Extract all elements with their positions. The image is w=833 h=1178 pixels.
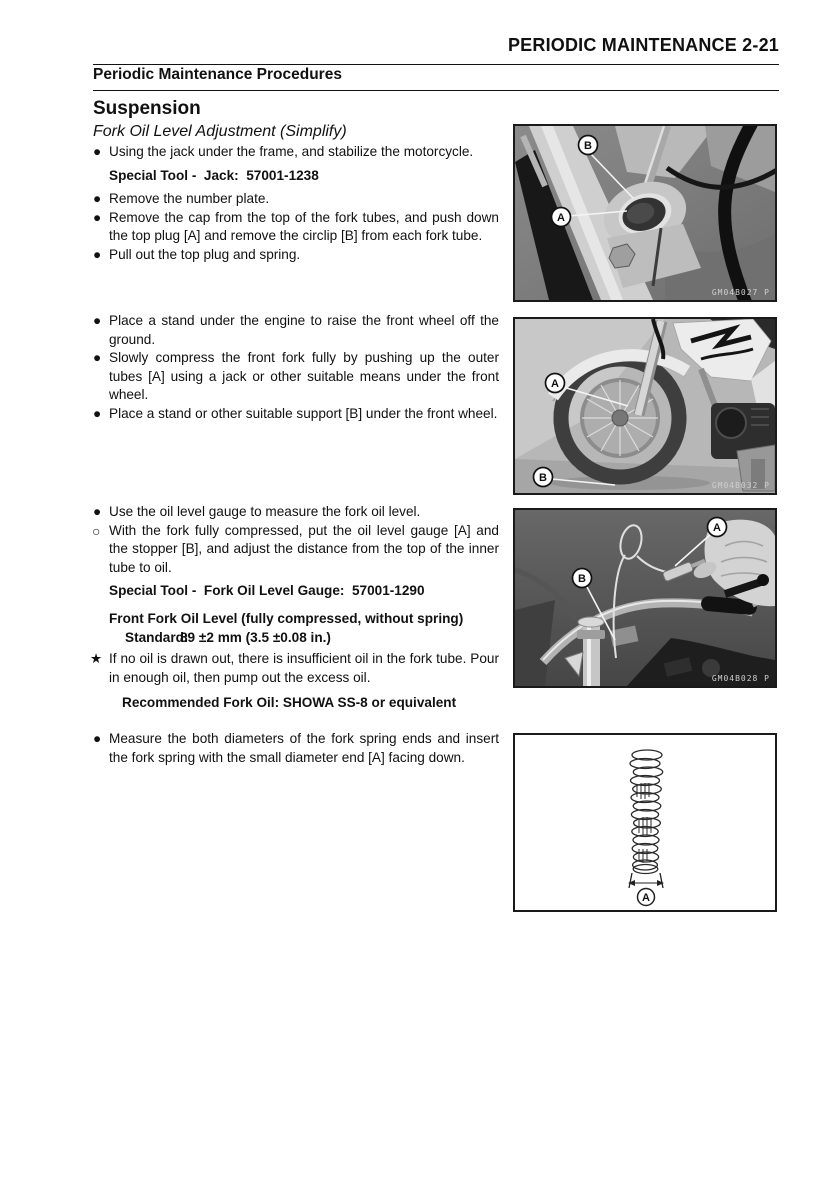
oil-level-gauge-photo: [515, 510, 775, 686]
section-header-title: Periodic Maintenance Procedures: [93, 66, 342, 83]
step-text: Use the oil level gauge to measure the fork oil level.: [109, 504, 421, 519]
procedure-group-1: [93, 96, 499, 265]
procedure-step: [93, 349, 499, 405]
procedure-step: [93, 246, 499, 265]
callout-label-b: [534, 468, 553, 487]
note-text: If no oil is drawn out, there is insufficient oil in the fork tube. Pour in enough oil, then pump out the excess oil.: [109, 651, 499, 685]
photo-watermark: GM04B032 P: [711, 481, 770, 490]
callout-label-a: [638, 889, 655, 906]
step-text: Place a stand or other suitable support [B] under the front wheel.: [109, 405, 498, 421]
special-tool-note: Special Tool - Fork Oil Level Gauge: 57001-1290: [109, 583, 425, 599]
bullet-marker: ●: [93, 405, 102, 421]
step-text: Measure the both diameters of the fork spring ends and insert the fork spring with the small diameter end [A] facing down.: [109, 731, 499, 765]
step-text: Using the jack under the frame, and stabilize the motorcycle.: [109, 144, 474, 159]
specification-block: [109, 610, 499, 647]
procedure-substep: [93, 522, 499, 578]
procedure-step: [93, 209, 499, 246]
callout-label-a: [708, 518, 727, 537]
bullet-marker: ●: [93, 144, 102, 159]
procedure-step: [93, 730, 499, 767]
label-a-text: A: [551, 378, 559, 390]
header-divider-top: [93, 64, 779, 65]
circle-marker: ○: [92, 522, 101, 539]
step-text: Pull out the top plug and spring.: [109, 246, 301, 262]
spec-label: Standard:: [125, 629, 189, 645]
label-b-text: B: [578, 573, 586, 585]
procedure-group-3: [90, 503, 499, 713]
photo-watermark: GM04B027 P: [711, 288, 770, 297]
spec-title: Front Fork Oil Level (fully compressed, without spring): [109, 610, 464, 626]
section-title: Suspension: [93, 98, 201, 119]
callout-label-b: [573, 569, 592, 588]
diagram-background: [515, 735, 775, 910]
step-text: Place a stand under the engine to raise the front wheel off the ground.: [109, 313, 499, 347]
callout-label-b: [579, 136, 598, 155]
procedure-step: [93, 503, 499, 522]
photo-watermark: GM04B028 P: [711, 674, 770, 683]
label-a-text: A: [557, 212, 565, 224]
step-text: Remove the number plate.: [109, 191, 270, 207]
fork-top-circlip-photo: [515, 126, 775, 300]
procedure-group-4: [93, 730, 499, 767]
spec-value: 89 ±2 mm (3.5 ±0.08 in.): [180, 629, 331, 645]
label-b-text: B: [539, 472, 547, 484]
special-tool-note: Special Tool - Jack: 57001-1238: [109, 167, 319, 183]
star-marker: ★: [90, 651, 103, 667]
label-b-text: B: [584, 140, 592, 152]
procedure-step: [93, 190, 499, 209]
bullet-marker: ●: [93, 313, 102, 328]
bullet-marker: ●: [93, 504, 102, 519]
callout-label-a: [552, 208, 571, 227]
callout-label-a: [546, 374, 565, 393]
figure-oil-level-gauge: [513, 508, 777, 688]
bullet-marker: ●: [93, 350, 102, 366]
figure-fork-top-circlip: [513, 124, 777, 302]
procedure-step: [93, 312, 499, 349]
header-divider-bottom: [93, 90, 779, 91]
spec-row: [125, 629, 499, 648]
step-text: Remove the cap from the top of the fork tubes, and push down the top plug [A] and remove the circlip [B] from each fork tube.: [109, 209, 499, 244]
bullet-marker: ●: [93, 246, 102, 262]
procedure-step: [93, 405, 499, 424]
procedure-group-2: [93, 312, 499, 424]
step-text: With the fork fully compressed, put the oil level gauge [A] and the stopper [B], and adjust the distance from the top of the inner tube to oil.: [109, 522, 499, 575]
figure-fork-spring-diagram: [513, 733, 777, 912]
fork-spring-drawing: [515, 735, 775, 910]
label-a-text: A: [713, 522, 721, 534]
bullet-marker: ●: [93, 191, 102, 207]
subsection-title: Fork Oil Level Adjustment (Simplify): [93, 123, 347, 140]
figure-front-wheel-stand: [513, 317, 777, 495]
label-a-text: A: [642, 892, 650, 904]
bullet-marker: ●: [93, 209, 102, 225]
procedure-note: [90, 650, 499, 687]
procedure-step: [93, 143, 499, 162]
page-header-title: PERIODIC MAINTENANCE 2-21: [507, 35, 779, 55]
bullet-marker: ●: [93, 731, 102, 746]
recommended-oil-note: Recommended Fork Oil: SHOWA SS-8 or equivalent: [122, 695, 457, 711]
step-text: Slowly compress the front fork fully by pushing up the outer tubes [A] using a jack or other suitable means under the front wheel.: [109, 350, 499, 403]
front-wheel-stand-photo: [515, 319, 775, 493]
